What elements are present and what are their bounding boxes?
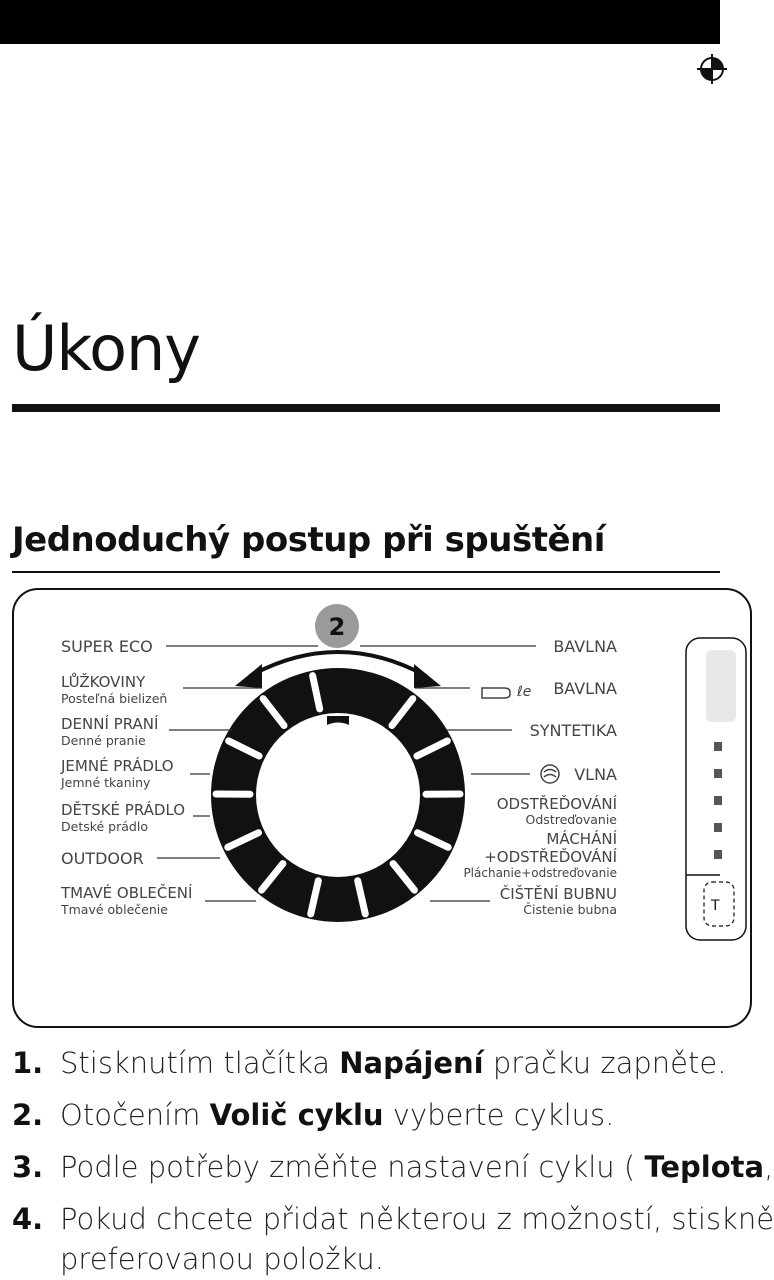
step-1: 1. Stisknutím tlačítka Napájení pračku zapněte.	[12, 1046, 727, 1080]
program-label-vlna: VLNA	[574, 765, 617, 784]
program-sublabel-jemne-pradlo: Jemné tkaniny	[61, 775, 151, 790]
step-2: 2. Otočením Volič cyklu vyberte cyklus.	[12, 1098, 615, 1132]
program-sublabel-denni-prani: Denné pranie	[61, 733, 146, 748]
program-label-syntetika: SYNTETIKA	[529, 721, 617, 740]
svg-text:ℓe: ℓe	[517, 684, 532, 700]
display-panel-letter: T	[711, 898, 720, 914]
cycle-selector-diagram	[0, 588, 720, 1028]
program-sublabel-odstredovani: Odstreďovanie	[525, 812, 617, 827]
top-black-bar	[0, 0, 720, 44]
step-4: 4. Pokud chcete přidat některou z možností, stiskně	[12, 1202, 774, 1236]
arrow-head-left-icon	[235, 664, 262, 688]
step-3: 3. Podle potřeby změňte nastavení cyklu ( Teplota,	[12, 1150, 774, 1184]
svg-text:2: 2	[328, 613, 346, 641]
registration-mark-icon	[697, 54, 727, 84]
program-sublabel-cisteni-bubnu: Čistenie bubna	[523, 902, 617, 917]
program-label-tmave-obleceni: TMAVÉ OBLEČENÍ	[61, 884, 193, 902]
step-badge	[315, 604, 359, 648]
program-label-machani: MÁCHÁNÍ	[546, 830, 617, 848]
arrow-head-right-icon	[414, 664, 441, 688]
program-label-denni-prani: DENNÍ PRANÍ	[61, 715, 159, 733]
program-label-luzkoviny: LŮŽKOVINY	[61, 673, 146, 691]
program-sublabel-detske-pradlo: Detské prádlo	[61, 819, 148, 834]
step-4-continuation: preferovanou položku.	[60, 1242, 384, 1276]
program-sublabel-luzkoviny: Posteľná bielizeň	[61, 691, 168, 706]
program-label-detske-pradlo: DĚTSKÉ PRÁDLO	[61, 801, 186, 819]
section-title: Jednoduchý postup při spuštění	[12, 520, 605, 560]
section-rule	[12, 571, 720, 573]
program-label-cisteni-bubnu: ČIŠTĚNÍ BUBNU	[499, 885, 617, 903]
program-label-super-eco: SUPER ECO	[61, 637, 153, 656]
program-label-bavlna: BAVLNA	[553, 637, 617, 656]
title-rule	[12, 404, 720, 412]
left-program-labels	[60, 637, 192, 917]
wool-icon	[541, 765, 559, 783]
program-label-jemne-pradlo: JEMNÉ PRÁDLO	[61, 757, 174, 775]
program-label-eco-bavlna: BAVLNA	[553, 679, 617, 698]
program-sublabel-machani: Pláchanie+odstreďovanie	[463, 866, 617, 880]
program-label-odstredovani: ODSTŘEĎOVÁNÍ	[496, 795, 617, 813]
page-title: Úkony	[12, 312, 200, 385]
program-sublabel-tmave-obleceni: Tmavé oblečenie	[61, 902, 168, 917]
right-program-labels	[463, 637, 617, 917]
eco-bubble-icon	[482, 684, 531, 700]
program-label-outdoor: OUTDOOR	[61, 849, 144, 868]
program-label-machani-2: +ODSTŘEĎOVÁNÍ	[484, 848, 617, 866]
cycle-dial-knob	[211, 668, 465, 922]
